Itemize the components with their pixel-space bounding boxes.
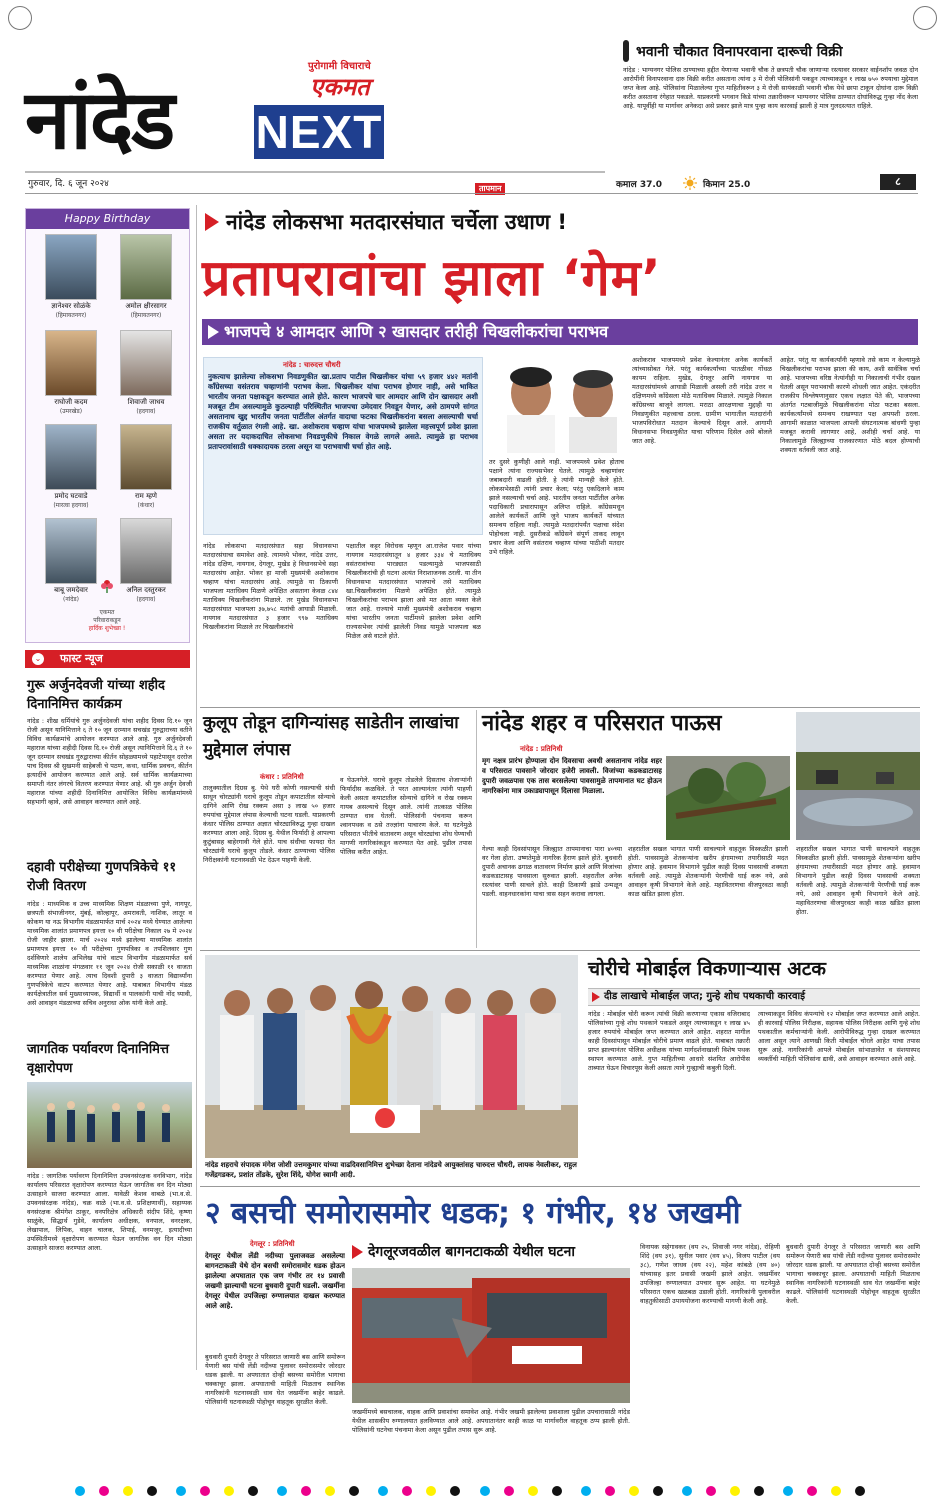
birthday-place: (कंधार) (137, 502, 155, 509)
rain-intro: मृग नक्षत्र प्रारंभ होण्याला दोन दिवसाचा अवधी असतानाच नांदेड शहर व परिसरात पावसाने जोरदार हजेरी लावली. विजांच्या कडकडाटासह दुपारी जवळपास एक तास बरसलेल्या पावसामुळे तापमानात घट होऊन नागरिकांना मात्र उकाड्यापासून दिलासा मिळाला. (482, 757, 662, 795)
lead-col: आहेत. परंतु या कार्यकर्त्यांनी म्हणावे तसे काम न केल्यामुळे चिखलीकरांचा पराभव झाला की काय, अशी सार्वत्रिक चर्चा आहे. भाजपच्या वरिष्ठ नेत्यांनीही या निकालाची गंभीर दखल घेतली असून पराभवाची कारणे शोधली जात आहेत. एकंदरीत राजकीय विश्लेषणानुसार एकच लक्षात येते की, भाजपच्या अंतर्गत गटबाजीमुळे चिखलीकरांना मोठा फटका बसला. कार्यकर्त्यांमध्ये समन्वय राखण्यात पक्ष अपयशी ठरला. आगामी काळात भाजपला आपली संघटनात्मक बांधणी पुन्हा मजबूत करावी लागणार आहे, अशीही चर्चा आहे. या निकालामुळे जिल्ह्याच्या राजकारणात मोठे बदल होण्याची शक्यता वर्तवली जात आहे. (780, 356, 920, 454)
fast-news-body: नांदेड : माध्यमिक व उच्च माध्यमिक शिक्षण मंडळाच्या पुणे, नागपूर, छत्रपती संभाजीनगर, मुंबई, कोल्हापूर, अमरावती, नाशिक, लातूर व कोकण या नऊ विभागीय मंडळामार्फत मार्च २०२४ मध्ये घेण्यात आलेल्या माध्यमिक शालांत प्रमाणपत्र इयत्ता १० वी परीक्षेचा निकाल २७ मे २०२४ रोजी जाहीर झाला. मार्च २०२४ मध्ये झालेल्या माध्यमिक शालांत प्रमाणपत्र इयत्ता १० वी परीक्षेच्या गुणपत्रिका व तपशिलवार गुण दर्शविणारे शालेय अभिलेख यांचे वाटप विभागीय मंडळामार्फत सर्व माध्यमिक शाळांना मंगळवार ११ जून २०२४ रोजी सकाळी ११ वाजता करण्यात येणार आहे. त्याच दिवशी दुपारी ३ वाजता विद्यार्थ्यांना गुणपत्रिकेचे वाटप करण्यात येणार आहे. याबाबत विभागीय मंडळ कार्यक्षेत्रातील सर्व मुख्याध्यापक, विद्यार्थी व पालकांनी याची नोंद घ्यावी, असे आवाहन मंडळाच्या सचिव अनुराधा ओक यांनी केले आहे. (27, 900, 192, 1007)
section-rule (200, 950, 920, 951)
theft-byline: कंधार : प्रतिनिधी (260, 773, 304, 781)
rain-col: शहरातील सखल भागात पाणी साचल्याने वाहतूक विस्कळीत झाली होती. पावसामुळे शेतकऱ्यांना खरीप हंगामाच्या तयारीसाठी मदत होणार आहे. हवामान विभागाने पुढील काही दिवस पावसाची शक्यता वर्तवली आहे. त्यामुळे शेतकऱ्यांनी पेरणीची घाई करू नये, असे आवाहन कृषी विभागाने केले आहे. महावितरणचा वीजपुरवठा काही काळ खंडित झाला होता. (628, 845, 788, 898)
rain-byline: नांदेड : प्रतिनिधी (520, 745, 563, 753)
section-rule (200, 1186, 920, 1187)
fast-news-headline: दहावी परीक्षेच्या गुणपत्रिकेचे ११ रोजी वितरण (27, 860, 177, 894)
flower-icon (100, 578, 114, 592)
mobile-col: नांदेड : मोबाईल चोरी करून त्यांची विक्री करणाऱ्या एकास वजिराबाद पोलिसांच्या गुन्हे शोध पथकाने पकडले असून त्याच्याकडून १ लाख ४५ हजार रुपयांचे मोबाईल जप्त करण्यात आले आहेत. शहरात मागील काही दिवसांपासून मोबाईल चोरीचे प्रमाण वाढले होते. याबाबत तक्रारी प्राप्त झाल्यानंतर पोलिस अधीक्षक यांच्या मार्गदर्शनाखाली विशेष पथक स्थापन करण्यात आले. गुप्त माहितीच्या आधारे संशयित आरोपीस ताब्यात घेऊन विचारपूस केली असता त्याने गुन्ह्याची कबुली दिली. (588, 1010, 750, 1072)
felicitation-caption: नांदेड शहराचे संपादक मंगेश जोशी उत्तमकुमार यांच्या वाढदिवसानिमित्त शुभेच्छा देताना नांदेडचे आयुक्तांसह चारुदत्त चौधरी, लायक नेवलीकर, राहुल गजेंद्रगडकर, प्रशांत तोंडके, सुरेश शिंदे, योगेश स्वामी आदी. (205, 1161, 577, 1179)
birthday-place: (हिमायतनगर) (130, 312, 162, 319)
top-news-icon (623, 40, 629, 62)
leaders-photo (495, 355, 627, 453)
top-news-headline: भवानी चौकात विनापरवाना दारूची विक्री (636, 44, 843, 60)
accident-col: विनायक सहेगावकर (वय २५, शिवाजी नगर नांदेड), रोहिणी शिंदे (वय ३१), सुनील पवार (वय ४५), विजय पाटील (वय ३८), गणेश जाधव (वय २२), महेश कांबळे (वय ४०) यांच्यासह इतर प्रवासी जखमी झाले आहेत. जखमींवर उपजिल्हा रुग्णालयात उपचार सुरू आहेत. या घटनेमुळे परिसरात एकच खळबळ उडाली होती. नागरिकांनी पुलावरील वाहतुकीसाठी उपाययोजना करण्याची मागणी केली आहे. (640, 1243, 780, 1305)
sun-icon (683, 175, 697, 189)
theft-col: व घेऊनगेले. घराचे कुलूप तोडलेले दिसताच शेजाऱ्यांनी फिर्यादीस कळविले. ते परत आल्यानंतर त्यांनी पाहणी केली असता कपाटातील सोन्याचे दागिने व रोख रक्कम गायब असल्याचे दिसून आले. त्यांनी तात्काळ पोलिस ठाण्यात धाव घेतली. पोलिसांनी पंचनामा करून श्वानपथक व ठसे तज्ज्ञांना पाचारण केले. या घटनेमुळे परिसरात भीतीचे वातावरण असून चोरट्यांचा शोध घेण्याची मागणी नागरिकांकडून करण्यात येत आहे. पुढील तपास पोलिस करीत आहेत. (340, 776, 472, 856)
accident-byline: देगलूर : प्रतिनिधी (250, 1240, 295, 1248)
birthday-place: (उमरखेड) (59, 408, 83, 415)
birthday-wish-2: परिवाराकडून (93, 617, 121, 624)
fallen-tree-photo (666, 756, 790, 840)
avatar (45, 424, 97, 490)
lead-col: पक्षातील कट्टर विरोधक म्हणून आ.राजेश पवार यांच्या नायगाव मतदारसंघातून ४ हजार ३३४ चे मताधिक्य वसंतरावांच्या पारड्यात पडल्यामुळे भाजपसाठी चिखलीकरांची ही घटना अत्यंत निराशाजनक ठरली. या तीन विधानसभा मतदारसंघात भाजपाचे तसे मताधिक्य खा.चिखलीकरांना मिळणे अपेक्षित होते. त्यामुळे चिखलीकरांचा पराभव झाला असे मत आता व्यक्त केले जात आहे. राज्याचे माजी मुख्यमंत्री अशोकराव चव्हाण यांचा भारतीय जनता पार्टीमध्ये झालेला प्रवेश आणि राज्यसभेवर त्यांची झालेली निवड यामुळे भाजपला बळ मिळेल असे वाटले होते. (346, 542, 481, 640)
column-divider (476, 710, 477, 948)
chevron-down-icon: ⌄ (32, 653, 44, 665)
mobile-col: त्याच्याकडून विविध कंपन्यांचे १२ मोबाईल जप्त करण्यात आले आहेत. ही कारवाई पोलिस निरीक्षक, सहायक पोलिस निरीक्षक आणि गुन्हे शोध पथकातील कर्मचाऱ्यांनी केली. आरोपीविरुद्ध गुन्हा दाखल करण्यात आला असून त्याने आणखी किती मोबाईल चोरले आहेत याचा तपास सुरू आहे. नागरिकांनी आपले मोबाईल सांभाळावेत व संशयास्पद व्यक्तींची माहिती पोलिसांना द्यावी, असे आवाहन करण्यात आले आहे. (758, 1010, 920, 1063)
accident-col: बुधवारी दुपारी देगलूर ते परिसरात जाणारी बस आणि समोरून येणारी बस यांची लेंडी नदीच्या पुलावर समोरासमोर जोरदार धडक झाली. या अपघातात दोन्ही बसच्या समोरील भागाचा चक्काचूर झाला. अपघाताची माहिती मिळताच स्थानिक नागरिकांनी घटनास्थळी धाव घेत जखमींना बाहेर काढले. पोलिसांनी घटनास्थळी पोहोचून वाहतूक सुरळीत केली. (786, 1243, 920, 1305)
felicitation-photo (205, 955, 578, 1158)
avatar (120, 234, 172, 300)
rain-headline: नांदेड शहर व परिसरात पाऊस (482, 711, 722, 736)
lead-col: तर दुसरे कुणीही आले नाही. भाजपमध्ये प्रवेश होताच पक्षाने त्यांना राज्यसभेवर घेतले. त्यामुळे चव्हाणांवर जबाबदारी वाढली होती. हे त्यांनी मान्यही केले होते. लोकसभेसाठी त्यांनी प्रचार केला; परंतु एकदिलाने काम झाले नसल्याची चर्चा आहे. भारतीय जनता पार्टीतील अनेक पदाधिकारी प्रचारापासून अलिप्त राहिले. काँग्रेसमधून आलेले कार्यकर्ते आणि जुने भाजप कार्यकर्ते यांच्यात समन्वय राहिला नाही. त्यामुळे मतदारांपर्यंत पक्षाचा संदेश पोहोचला नाही. दुसरीकडे काँग्रेसने संपूर्ण ताकद लावून प्रचार केला आणि वसंतराव चव्हाण यांच्या पाठीशी मतदार उभे राहिले. (489, 458, 624, 556)
weather-box (475, 176, 605, 193)
avatar (120, 330, 172, 396)
avatar (45, 330, 97, 396)
birthday-title: Happy Birthday (26, 209, 189, 229)
accident-col: जखमींमध्ये बसचालक, वाहक आणि प्रवाशांचा समावेश आहे. गंभीर जखमी झालेल्या प्रवाशाला पुढील उपचारासाठी नांदेड येथील शासकीय रुग्णालयात हलविण्यात आले आहे. अपघातानंतर काही काळ या मार्गावरील वाहतूक ठप्प झाली होती. पोलिसांनी घटनेचा पंचनामा केला असून पुढील तपास सुरू आहे. (352, 1408, 630, 1434)
mobile-subhead: दीड लाखाचे मोबाईल जप्त; गुन्हे शोध पथकाची कारवाई (604, 991, 806, 1002)
birthday-name: शिवाजी जाधव (127, 398, 165, 406)
tree-plantation-photo (27, 1082, 192, 1168)
lead-subhead: भाजपचे ४ आमदार आणि २ खासदार तरीही चिखलीकरांचा पराभव (224, 322, 609, 341)
theft-headline: कुलूप तोडून दागिन्यांसह साडेतीन लाखांचा मुद्देमाल लंपास (203, 713, 459, 760)
avatar (120, 518, 172, 584)
rain-col: शहरातील सखल भागात पाणी साचल्याने वाहतूक विस्कळीत झाली होती. पावसामुळे शेतकऱ्यांना खरीप हंगामाच्या तयारीसाठी मदत होणार आहे. हवामान विभागाने पुढील काही दिवस पावसाची शक्यता वर्तवली आहे. त्यामुळे शेतकऱ्यांनी पेरणीची घाई करू नये, असे आवाहन कृषी विभागाने केले आहे. महावितरणचा वीजपुरवठा काही काळ खंडित झाला होता. (796, 845, 920, 916)
temp-max: कमाल 37.0 (616, 180, 663, 190)
avatar (45, 234, 97, 300)
temp-min: किमान 25.0 (703, 180, 751, 190)
fast-news-headline: जागतिक पर्यावरण दिनानिमित्त वृक्षारोपण (27, 1042, 169, 1076)
bus-accident-photo (352, 1268, 630, 1403)
mobile-headline: चोरीचे मोबाईल विकणाऱ्यास अटक (588, 958, 826, 980)
birthday-place: (हिमायतनगर) (55, 312, 87, 319)
lead-kicker-arrow-icon (205, 213, 219, 231)
fast-news-headline: गुरू अर्जुनदेवजी यांच्या शहीद दिनानिमित्त कार्यक्रम (27, 678, 165, 712)
avatar (120, 424, 172, 490)
fast-news-body: नांदेड : शीख धर्मियांचे गुरु अर्जुनदेवजी यांचा शहीद दिवस दि.१० जून रोजी असून यानिमित्ताने ६ ते १० जून दरम्यान सचखंड गुरुद्वाराच्या वतीने विविध कार्यक्रमांचे आयोजन करण्यात आले आहे. गुरु अर्जुनदेवजी महाराज यांच्या शहीदी दिवस दि.१० रोजी असून त्यानिमित्ताने दि.६ ते १० जून दरम्यान सचखंड गुरुद्वाराच्या कीर्तन सोहळ्यामध्ये पहाटेपासून दररोज पाच दिवस श्री सुखमनी साहेबजी चे पठण, कथा, धार्मिक प्रवचन, कीर्तन इत्यादींचे आयोजन करण्यात आले आहे. सर्व धार्मिक कार्यक्रमाच्या समाप्ती नंतर लंगरचे वितरण करण्यात येणार आहे. श्री गुरु अर्जुन देवजी महाराज यांच्या शहीदी दिनानिमित्त आयोजित विविध कार्यक्रमांमध्ये सहभागी व्हावे, असे आवाहन करण्यात आले आहे. (27, 717, 192, 806)
birthday-place: (हदगाव) (136, 408, 156, 415)
birthday-name: बाबू जमदेवार (54, 586, 88, 594)
avatar (45, 518, 97, 584)
lead-col: अशोकराव भाजपमध्ये प्रवेश केल्यानंतर अनेक कार्यकर्ते त्यांच्यासोबत गेले. परंतु कार्यकर्त्यांच्या पातळीवर गोंधळ कायम राहिला. मुखेड, देगलूर आणि नायगाव या मतदारसंघांमध्ये आघाडी मिळाली असली तरी नांदेड उत्तर व दक्षिणमध्ये काँग्रेसला मोठे मताधिक्य मिळाले. त्यामुळे निकाल काँग्रेसच्या बाजूने लागला. मराठा आरक्षणाचा मुद्दाही या निवडणुकीत महत्त्वाचा ठरला. ग्रामीण भागातील मतदारांनी भाजपविरोधात मतदान केल्याचे दिसून आले. आगामी विधानसभा निवडणुकीत याचा परिणाम दिसेल असे बोलले जात आहे. (632, 356, 772, 445)
lead-col: नांदेड लोकसभा मतदारसंघात सहा विधानसभा मतदारसंघाचा समावेश आहे. त्यामध्ये भोकर, नांदेड उत्तर, नांदेड दक्षिण, नायगाव, देगलूर, मुखेड हे विधानसभेचे सहा मतदारसंघ आहेत. भोकर हा माजी मुख्यमंत्री अशोकराव चव्हाण यांचा मतदारसंघ आहे. त्यामुळे या ठिकाणी भाजपला मताधिक्य मिळणे अपेक्षित असताना केवळ ८४४ मताधिक्य चिखलीकरांना मिळाले. तर मुखेड विधानसभा मतदारसंघात भाजपला ३७,७५८ मतांची आघाडी मिळाली. नायगाव मतदारसंघात ३ हजार ९९७ मताधिक्य चिखलीकरांना मिळाले तर चिखलीकरांचे (203, 542, 338, 631)
birthday-place: (हदगाव) (136, 596, 156, 603)
mobile-subhead-arrow-icon (592, 992, 600, 1002)
masthead-rule (25, 171, 605, 173)
column-divider (196, 205, 197, 1370)
page-number: ८ (880, 174, 916, 190)
masthead-next: NEXT (255, 106, 383, 158)
birthday-name: प्रमोद घटवाडे (54, 492, 88, 500)
date-rule (25, 193, 918, 194)
theft-col: तालुक्यातील दिग्रस बु. येथे घरी कोणी नसल्याची संधी साधून चोरट्यांनी घराचे कुलूप तोडून कपाटातील सोन्याचे दागिने आणि रोख रक्कम असा ३ लाख ५० हजार रुपयांचा मुद्देमाल लंपास केल्याची घटना घडली. याप्रकरणी कंधार पोलिस ठाण्यात अज्ञात चोरट्याविरुद्ध गुन्हा दाखल करण्यात आला आहे. दिग्रस बु. येथील फिर्यादी हे आपल्या कुटुंबासह बाहेरगावी गेले होते. याच संधीचा फायदा घेत चोरट्यांनी घराचे कुलूप तोडले. कंधार ठाण्याच्या पोलिस निरीक्षकांनी घटनास्थळी भेट देऊन पाहणी केली. (203, 784, 335, 864)
lead-subhead-arrow-icon (208, 325, 219, 339)
accident-subhead: देगलूरजवळील बागनटाकळी येथील घटना (368, 1244, 575, 1260)
lead-intro: नुकत्याच झालेल्या लोकसभा निवडणुकीत खा.प्रताप पाटील चिखलीकर यांचा ५९ हजार ४४२ मतांनी काँग्रेसच्या वसंतराव चव्हाणांनी पराभव केला. चिखलीकर यांचा पराभव होणार नाही, असे भाकित भारतीय जनता पक्षाकडून करण्यात आले होते. कारण भाजपचे चार आमदार आणि दोन खासदार अशी मजबूत टीम असल्यामुळे कुठल्याही परिस्थितीत भाजपचा उमेदवार निवडून येणार, असे ठामपणे सांगत असतानाच खुद्द भारतीय जनता पार्टीतील अंतर्गत वादाचा फटका चिखलीकरांना बसला असल्याची चर्चा राजकीय वर्तुळात रंगली आहे. खा. अशोकराव चव्हाण यांचा भाजपमध्ये झालेला महत्त्वपूर्ण प्रवेश झाला असता तर यदाकदाचित लोकसभा निवडणुकीचे निकाल वेगळे लागले असते. त्यामुळे हा पराभव प्रतापरावांसाठी धक्कादायक ठरला असून या पराभवाची चर्चा होत आहे. (208, 372, 478, 451)
fast-news-bar (25, 650, 190, 668)
birthday-place: (नांदेड) (63, 596, 79, 603)
lead-headline: प्रतापरावांचा झाला ‘गेम’ (202, 249, 662, 307)
accident-intro: देगलूर येथील लेंडी नदीच्या पुलाजवळ असलेल्या बागनटाकळी येथे दोन बसची समोरासमोर धडक होऊन झालेल्या अपघातात एक जण गंभीर तर १४ प्रवासी जखमी झाल्याची घटना बुधवारी दुपारी घडली. जखमींना देगलूर येथील उपजिल्हा रुग्णालयात दाखल करण्यात आले आहे. (205, 1252, 345, 1310)
birthday-name: राघोजी कदम (54, 398, 88, 406)
birthday-name: राम म्हणे (135, 492, 157, 500)
birthday-place: (मारत्वा हदगाव) (53, 502, 89, 509)
birthday-name: अमोल क्षीरसागर (125, 302, 167, 310)
fast-news-label: फास्ट न्यूज (60, 652, 103, 665)
waterlogged-road-photo (796, 712, 920, 840)
masthead-title: नांदेड (25, 72, 174, 168)
masthead-date: गुरुवार, दि. ६ जून २०२४ (28, 179, 109, 189)
masthead-tagline: पुरोगामी विचाराचे (308, 61, 371, 72)
top-news-body: नांदेड : भाग्यनगर पोलिस ठाण्याच्या हद्दीत येणाऱ्या भवानी चौक ते छत्रपती चौक जाणाऱ्या रस्त्यावर सरकार वाईनशॉप जवळ दोन आरोपींनी विनापरवाना दारु विक्री करीत असताना त्यांना ३ मे रोजी पोलिसांनी पकडून त्याच्याकडून १ लाख ७५० रुपयाचा मुद्देमाल जप्त केला आहे. पोलिसांना मिळालेल्या गुप्त माहितीवरून ३ मे रोजी सायंकाळी भवानी चौक येथे छापा टाकून दोघांना दारू विक्री करीत असताना रंगेहात पकडले. याप्रकरणी भगवान किडे यांच्या तक्रारीवरून भाग्यनगर पोलिस ठाण्यात दोघांविरुद्ध गुन्हा नोंद केला आहे. यापूर्वीही या मार्गावर अनेकदा असे प्रकार झाले मात्र पुन्हा काय कारवाई झाली हे मात्र गुलदस्त्यात राहिले. (623, 66, 918, 110)
registration-mark (913, 6, 937, 30)
birthday-name: ज्ञानेश्वर सोळंके (51, 302, 91, 310)
weather-label: तापमान (475, 183, 505, 195)
fast-news-body: नांदेड : जागतिक पर्यावरण दिनानिमित्त उपवनसंरक्षक वनविभाग, नांदेड कार्यालय परिसरात वृक्षारोपण करण्यात येऊन जागतिक वन दिन मोठ्या उत्साहाने साजरा करण्यात आला. यावेळी केशव वाबळे (भा.व.से. उपवनसंरक्षक नांदेड), चक्र वाळे (भा.व.से. प्रशिक्षणार्थी), सहाय्यक वनसंरक्षक श्रीमंगेश ठाकूर, वनपरिक्षेत्र अधिकारी संदीप शिंदे, कृष्णा साळुंके, सिद्धार्थ गुडेवे, कार्यालय अधीक्षक, वनपाल, वनरक्षक, लेखापाल, लिपिक, वाहन चालक, शिपाई, वनमजूर, इत्यादीच्या उपस्थितीमध्ये वृक्षारोपण करण्यात येऊन जागतिक वन दिन मोठ्या उत्साहाने साजरा करण्यात आला. (27, 1172, 192, 1252)
lead-byline: नांदेड : चारुदत्त चौधरी (283, 361, 341, 369)
color-registration-bar (60, 1481, 880, 1493)
accident-col: बुधवारी दुपारी देगलूर ते परिसरात जाणारी बस आणि समोरून येणारी बस यांची लेंडी नदीच्या पुलावर समोरासमोर जोरदार धडक झाली. या अपघातात दोन्ही बसच्या समोरील भागाचा चक्काचूर झाला. अपघाताची माहिती मिळताच स्थानिक नागरिकांनी घटनास्थळी धाव घेत जखमींना बाहेर काढले. पोलिसांनी घटनास्थळी पोहोचून वाहतूक सुरळीत केली. (205, 1353, 345, 1406)
birthday-wish-1: एकमत (99, 609, 115, 616)
accident-subhead-arrow-icon (352, 1245, 363, 1259)
rain-col: गेल्या काही दिवसांपासून जिल्ह्यात तापमानाचा पारा ४०च्या वर गेला होता. उष्णतेमुळे नागरिक हैराण झाले होते. बुधवारी दुपारी अचानक ढगाळ वातावरण निर्माण झाले आणि विजांच्या कडकडाटासह पावसाला सुरुवात झाली. शहरातील अनेक रस्त्यांवर पाणी साचले होते. काही ठिकाणी झाडे उन्मळून पडली. वाहनधारकांना याचा त्रास सहन करावा लागला. (482, 845, 622, 898)
registration-mark (8, 6, 32, 30)
birthday-name: अनिल दस्तुरकर (126, 586, 166, 594)
accident-headline: २ बसची समोरासमोर धडक; १ गंभीर, १४ जखमी (205, 1196, 741, 1231)
lead-kicker: नांदेड लोकसभा मतदारसंघात चर्चेला उधाण ! (226, 210, 567, 234)
masthead-brand: एकमत (310, 73, 370, 101)
birthday-wish-3: हार्दिक शुभेच्छा ! (88, 625, 126, 632)
